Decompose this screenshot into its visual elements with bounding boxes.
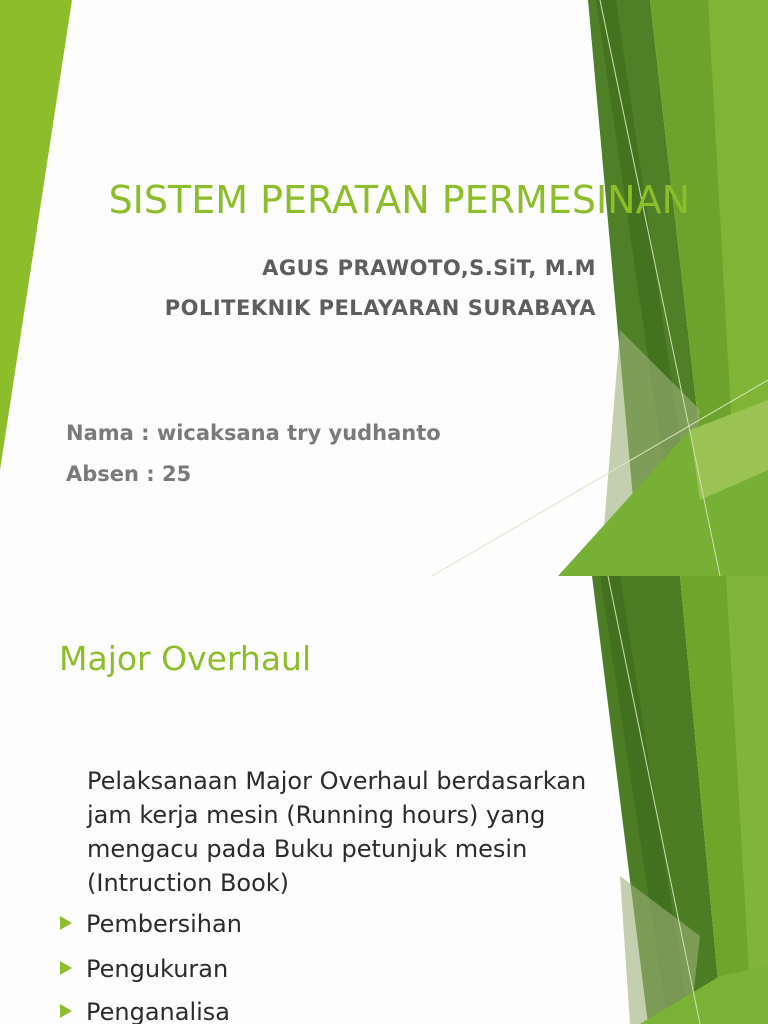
student-name: Nama : wicaksana try yudhanto [66, 421, 441, 445]
body-paragraph: Pelaksanaan Major Overhaul berdasarkan jam kerja mesin (Running hours) yang mengacu pada Buku petunjuk mesin (Intruction Book) [87, 767, 587, 897]
content-slide [0, 576, 768, 1024]
slide-title: SISTEM PERATAN PERMESINAN [108, 178, 690, 222]
arrow-bullet-icon [60, 916, 72, 930]
author-name: AGUS PRAWOTO,S.SiT, M.M [262, 256, 596, 280]
list-item [60, 955, 228, 983]
list-item [60, 998, 230, 1024]
student-absen: Absen : 25 [66, 462, 192, 486]
bullet-text: Penganalisa [86, 998, 230, 1024]
bullet-text: Pembersihan [86, 910, 242, 938]
slide-title: Major Overhaul [59, 639, 312, 678]
bullet-text: Pengukuran [86, 955, 229, 983]
arrow-bullet-icon [60, 961, 72, 975]
list-item [60, 910, 242, 938]
institution-name: POLITEKNIK PELAYARAN SURABAYA [164, 296, 596, 320]
arrow-bullet-icon [60, 1004, 72, 1018]
